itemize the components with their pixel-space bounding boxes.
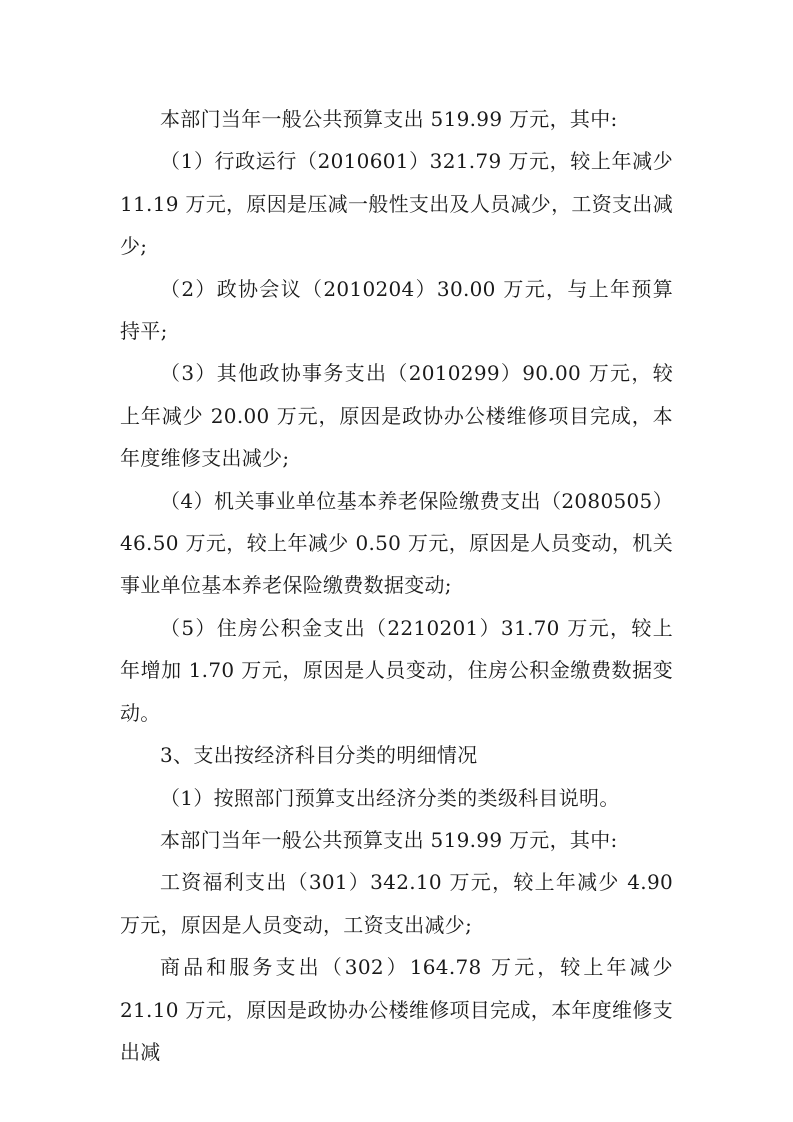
- paragraph-goods-services: 商品和服务支出（302）164.78 万元，较上年减少 21.10 万元，原因是政协办公楼维修项目完成，本年度维修支出减: [120, 955, 673, 1064]
- paragraph-wages-welfare: 工资福利支出（301）342.10 万元，较上年减少 4.90 万元，原因是人员变动，工资支出减少;: [120, 870, 673, 937]
- paragraph-item-cppcc-meeting: （2）政协会议（2010204）30.00 万元，与上年预算持平;: [120, 276, 673, 344]
- document-body: [120, 98, 673, 1073]
- section-heading-economic-class: 3、支出按经济科目分类的明细情况: [160, 743, 478, 768]
- paragraph-item-pension: （4）机关事业单位基本养老保险缴费支出（2080505）46.50 万元，较上年减少 0.50 万元，原因是人员变动，机关事业单位基本养老保险缴费数据变动;: [120, 488, 673, 598]
- paragraph-item-housing-fund: （5）住房公积金支出（2210201）31.70 万元，较上年增加 1.70 万元，原因是人员变动，住房公积金缴费数据变动。: [120, 615, 673, 725]
- paragraph-item-administration: （1）行政运行（2010601）321.79 万元，较上年减少 11.19 万元，原因是压减一般性支出及人员减少，工资支出减少;: [120, 149, 673, 259]
- paragraph-budget-total-2: 本部门当年一般公共预算支出 519.99 万元，其中:: [160, 827, 618, 852]
- subsection-heading: （1）按照部门预算支出经济分类的类级科目说明。: [160, 785, 620, 810]
- paragraph-item-other-affairs: （3）其他政协事务支出（2010299）90.00 万元，较上年减少 20.00 万元，原因是政协办公楼维修项目完成，本年度维修支出减少;: [120, 361, 673, 471]
- paragraph-budget-total: 本部门当年一般公共预算支出 519.99 万元，其中:: [160, 107, 618, 131]
